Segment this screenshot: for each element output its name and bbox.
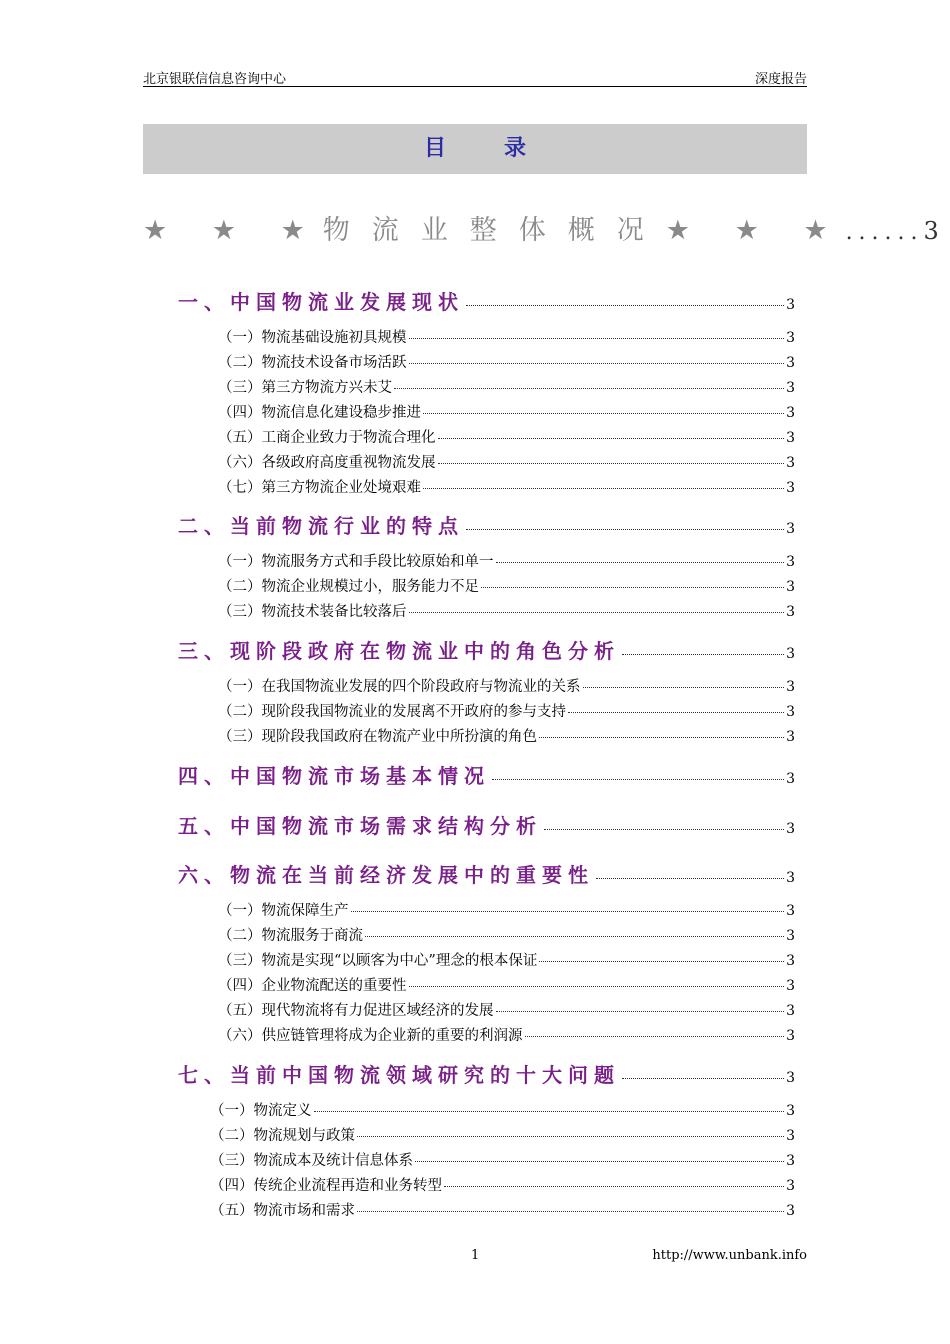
page-footer xyxy=(143,1248,807,1268)
stars-left-icon: ★ ★ ★ xyxy=(143,215,323,246)
toc-item-label: （三）现阶段我国政府在物流产业中所扮演的角色 xyxy=(218,729,537,745)
dot-leader xyxy=(492,779,784,780)
toc-subsection-item[interactable] xyxy=(218,675,795,697)
toc-page-number: 3 xyxy=(786,704,795,720)
dot-leader xyxy=(466,305,784,306)
toc-subsection-item[interactable] xyxy=(218,725,795,747)
part-title: 物流业整体概况 xyxy=(322,215,666,246)
toc-page-number: 3 xyxy=(786,430,795,446)
toc-subsection-item[interactable] xyxy=(218,575,795,597)
toc-item-label: （三）第三方物流方兴未艾 xyxy=(218,380,392,396)
dot-leader xyxy=(622,1078,784,1079)
toc-section-6[interactable] xyxy=(178,859,795,885)
toc-item-label: （一）在我国物流业发展的四个阶段政府与物流业的关系 xyxy=(218,679,581,695)
dot-leader xyxy=(409,363,785,364)
toc-page-number: 3 xyxy=(786,455,795,471)
toc-subsection-item[interactable] xyxy=(210,1199,795,1221)
dot-leader xyxy=(423,488,784,489)
toc-title: 目录 xyxy=(423,136,584,161)
toc-item-label: （六）各级政府高度重视物流发展 xyxy=(218,455,436,471)
toc-item-label: （一）物流保障生产 xyxy=(218,903,349,919)
toc-page-number: 3 xyxy=(786,1128,795,1144)
dot-leader xyxy=(357,1136,784,1137)
dot-leader xyxy=(409,986,785,987)
toc-item-label: （二）现阶段我国物流业的发展离不开政府的参与支持 xyxy=(218,704,566,720)
toc-item-label: （五）现代物流将有力促进区域经济的发展 xyxy=(218,1003,494,1019)
dot-leader xyxy=(539,737,784,738)
toc-page-number: 3 xyxy=(786,928,795,944)
toc-page-number: 3 xyxy=(786,1070,795,1086)
dot-leader xyxy=(525,1036,785,1037)
toc-page-number: 3 xyxy=(786,579,795,595)
toc-section-label: 二、当前物流行业的特点 xyxy=(178,514,464,538)
dot-leader xyxy=(438,438,785,439)
dot-leader xyxy=(568,712,784,713)
dot-leader xyxy=(544,829,784,830)
toc-page-number: 3 xyxy=(786,604,795,620)
toc-page-number: 3 xyxy=(786,480,795,496)
toc-item-label: （四）传统企业流程再造和业务转型 xyxy=(210,1178,442,1194)
toc-page-number: 3 xyxy=(786,330,795,346)
dot-leader xyxy=(394,388,784,389)
dot-leader xyxy=(496,562,785,563)
toc-section-label: 一、中国物流业发展现状 xyxy=(178,290,464,314)
toc-subsection-item[interactable] xyxy=(218,700,795,722)
toc-page-number: 3 xyxy=(786,646,795,662)
toc-subsection-item[interactable] xyxy=(210,1124,795,1146)
toc-item-label: （二）物流企业规模过小，服务能力不足 xyxy=(218,579,479,595)
toc-section-2[interactable] xyxy=(178,510,795,536)
toc-subsection-item[interactable] xyxy=(210,1174,795,1196)
toc-subsection-item[interactable] xyxy=(218,351,795,373)
toc-item-label: （七）第三方物流企业处境艰难 xyxy=(218,480,421,496)
dot-leader xyxy=(351,911,785,912)
toc-item-label: （四）企业物流配送的重要性 xyxy=(218,978,407,994)
toc-page-number: 3 xyxy=(786,679,795,695)
toc-page-number: 3 xyxy=(786,1028,795,1044)
toc-subsection-item[interactable] xyxy=(218,326,795,348)
toc-page-number: 3 xyxy=(786,1003,795,1019)
toc-subsection-item[interactable] xyxy=(218,1024,795,1046)
toc-item-label: （三）物流是实现“以顾客为中心”理念的根本保证 xyxy=(218,953,538,969)
toc-page-number: 3 xyxy=(786,953,795,969)
toc-page-number: 3 xyxy=(786,1178,795,1194)
toc-page-number: 3 xyxy=(786,903,795,919)
toc-page-number: 3 xyxy=(786,821,795,837)
toc-page-number: 3 xyxy=(786,729,795,745)
dot-leader xyxy=(415,1161,784,1162)
dot-leader xyxy=(496,1011,785,1012)
dot-leader xyxy=(409,338,785,339)
toc-page-number: 3 xyxy=(786,1203,795,1219)
dot-leader xyxy=(357,1211,784,1212)
toc-page-number: 3 xyxy=(786,978,795,994)
toc-subsection-item[interactable] xyxy=(210,1149,795,1171)
toc-item-label: （四）物流信息化建设稳步推进 xyxy=(218,405,421,421)
dot-leader xyxy=(314,1111,785,1112)
toc-subsection-item[interactable] xyxy=(218,924,795,946)
dot-leader xyxy=(583,687,785,688)
header-doc-type: 深度报告 xyxy=(754,72,807,87)
toc-item-label: （一）物流基础设施初具规模 xyxy=(218,330,407,346)
toc-page-number: 3 xyxy=(786,380,795,396)
toc-subsection-item[interactable] xyxy=(218,600,795,622)
footer-url[interactable]: http://www.unbank.info xyxy=(652,1248,807,1263)
dot-leader xyxy=(409,612,785,613)
dot-leader xyxy=(539,961,784,962)
toc-section-1[interactable] xyxy=(178,286,795,312)
toc-item-label: （五）物流市场和需求 xyxy=(210,1203,355,1219)
header-org: 北京银联信信息咨询中心 xyxy=(143,72,287,87)
page-header xyxy=(143,64,807,87)
part-page-number: 3 xyxy=(923,217,939,245)
toc-page-number: 3 xyxy=(786,405,795,421)
toc-section-label: 六、物流在当前经济发展中的重要性 xyxy=(178,863,594,887)
toc-subsection-item[interactable] xyxy=(218,550,795,572)
dot-leader xyxy=(438,463,785,464)
toc-section-7[interactable] xyxy=(178,1059,795,1085)
toc-page-number: 3 xyxy=(786,554,795,570)
toc-page-number: 3 xyxy=(786,521,795,537)
toc-item-label: （一）物流服务方式和手段比较原始和单一 xyxy=(218,554,494,570)
dot-leader xyxy=(444,1186,784,1187)
toc-subsection-item[interactable] xyxy=(218,899,795,921)
toc-subsection-item[interactable] xyxy=(210,1099,795,1121)
toc-item-label: （六）供应链管理将成为企业新的重要的利润源 xyxy=(218,1028,523,1044)
toc-item-label: （三）物流技术装备比较落后 xyxy=(218,604,407,620)
toc-item-label: （五）工商企业致力于物流合理化 xyxy=(218,430,436,446)
toc-subsection-item[interactable] xyxy=(218,376,795,398)
toc-part-entry[interactable] xyxy=(143,208,939,248)
part-leader: ...... xyxy=(845,220,924,245)
toc-section-5[interactable] xyxy=(178,810,795,836)
toc-item-label: （二）物流规划与政策 xyxy=(210,1128,355,1144)
dot-leader xyxy=(365,936,784,937)
toc-subsection-item[interactable] xyxy=(218,476,795,498)
toc-page-number: 3 xyxy=(786,355,795,371)
toc-subsection-item[interactable] xyxy=(218,974,795,996)
toc-subsection-item[interactable] xyxy=(218,426,795,448)
toc-item-label: （二）物流服务于商流 xyxy=(218,928,363,944)
dot-leader xyxy=(622,654,784,655)
toc-page-number: 3 xyxy=(786,771,795,787)
toc-item-label: （一）物流定义 xyxy=(210,1103,312,1119)
toc-page-number: 3 xyxy=(786,1153,795,1169)
stars-right-icon: ★ ★ ★ xyxy=(665,215,846,246)
toc-title-banner xyxy=(143,124,807,174)
toc-subsection-item[interactable] xyxy=(218,949,795,971)
dot-leader xyxy=(596,878,784,879)
toc-section-label: 五、中国物流市场需求结构分析 xyxy=(178,814,542,838)
footer-page-number: 1 xyxy=(471,1248,480,1263)
toc-item-label: （二）物流技术设备市场活跃 xyxy=(218,355,407,371)
toc-section-3[interactable] xyxy=(178,635,795,661)
toc-section-label: 七、当前中国物流领域研究的十大问题 xyxy=(178,1063,620,1087)
toc-subsection-item[interactable] xyxy=(218,451,795,473)
toc-item-label: （三）物流成本及统计信息体系 xyxy=(210,1153,413,1169)
toc-page-number: 3 xyxy=(786,1103,795,1119)
dot-leader xyxy=(481,587,784,588)
toc-page-number: 3 xyxy=(786,297,795,313)
dot-leader xyxy=(423,413,784,414)
toc-section-label: 三、现阶段政府在物流业中的角色分析 xyxy=(178,639,620,663)
dot-leader xyxy=(466,529,784,530)
toc-subsection-item[interactable] xyxy=(218,401,795,423)
toc-section-label: 四、中国物流市场基本情况 xyxy=(178,764,490,788)
toc-page-number: 3 xyxy=(786,870,795,886)
toc-section-4[interactable] xyxy=(178,760,795,786)
toc-subsection-item[interactable] xyxy=(218,999,795,1021)
